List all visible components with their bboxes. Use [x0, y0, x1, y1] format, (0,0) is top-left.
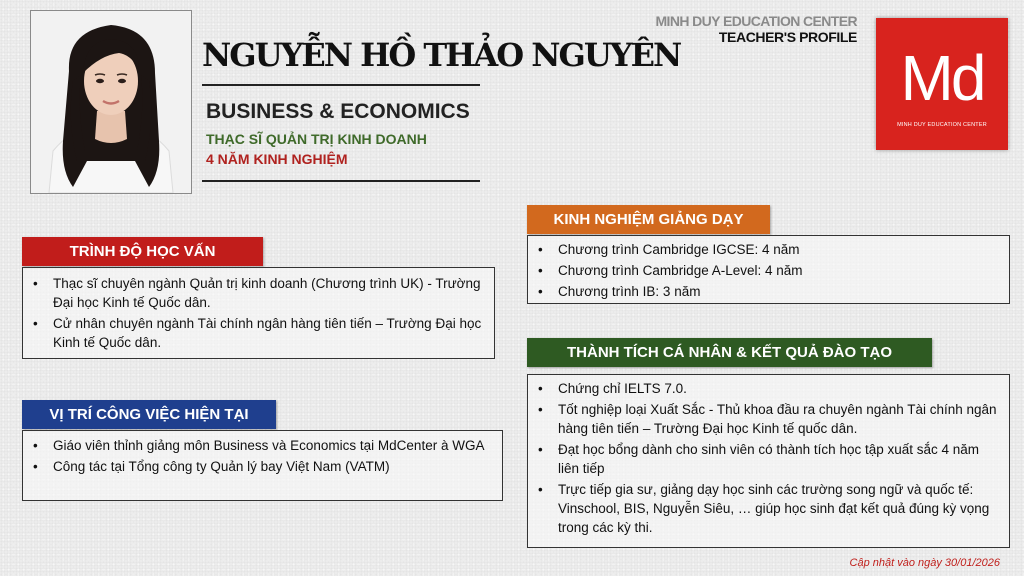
education-box [22, 267, 495, 359]
updated-date: Cập nhật vào ngày 30/01/2026 [849, 557, 1000, 569]
teacher-photo [30, 10, 192, 194]
divider-top [202, 84, 480, 86]
teacher-subject: BUSINESS & ECONOMICS [206, 100, 470, 123]
teaching-experience-item: • Chương trình Cambridge A-Level: 4 năm [528, 261, 1001, 280]
teaching-experience-item: • Chương trình Cambridge IGCSE: 4 năm [528, 240, 1001, 259]
achievement-item: • Tốt nghiệp loại Xuất Sắc - Thủ khoa đầu ra chuyên ngành Tài chính ngân hàng tiên tiến – Trường Đại học Kinh tế quốc dân. [528, 400, 1001, 438]
achievements-heading: THÀNH TÍCH CÁ NHÂN & KẾT QUẢ ĐÀO TẠO [527, 338, 932, 367]
profile-label: TEACHER'S PROFILE [718, 29, 857, 45]
current-job-item: • Giáo viên thỉnh giảng môn Business và Economics tại MdCenter à WGA [23, 436, 494, 455]
achievement-item: • Chứng chỉ IELTS 7.0. [528, 379, 1001, 398]
achievement-item: • Trực tiếp gia sư, giảng dạy học sinh các trường song ngữ và quốc tế: Vinschool, BIS, Nguyễn Siêu, … giúp học sinh đạt kết quả đúng kỳ vọng trong các kỳ thi. [528, 480, 1001, 537]
current-job-heading: VỊ TRÍ CÔNG VIỆC HIỆN TẠI [22, 400, 276, 429]
md-logo [876, 18, 1008, 150]
current-job-box [22, 430, 503, 501]
achievement-item: • Đạt học bổng dành cho sinh viên có thành tích học tập xuất sắc 4 năm liên tiếp [528, 440, 1001, 478]
portrait-image [31, 11, 191, 193]
center-name: MINH DUY EDUCATION CENTER [655, 13, 857, 29]
teaching-experience-item: • Chương trình IB: 3 năm [528, 282, 1001, 301]
divider-bottom [202, 180, 480, 182]
education-heading: TRÌNH ĐỘ HỌC VẤN [22, 237, 263, 266]
teacher-name: NGUYỄN HỒ THẢO NGUYÊN [202, 36, 681, 74]
teaching-experience-heading: KINH NGHIỆM GIẢNG DẠY [527, 205, 770, 234]
achievements-box [527, 374, 1010, 548]
education-item: • Cử nhân chuyên ngành Tài chính ngân hàng tiên tiến – Trường Đại học Kinh tế Quốc dân. [23, 314, 486, 352]
teaching-experience-box [527, 235, 1010, 304]
teacher-degree: THẠC SĨ QUẢN TRỊ KINH DOANH [206, 131, 427, 147]
logo-caption: MINH DUY EDUCATION CENTER [897, 122, 987, 128]
education-item: • Thạc sĩ chuyên ngành Quản trị kinh doanh (Chương trình UK) - Trường Đại học Kinh tế Quốc dân. [23, 274, 486, 312]
current-job-item: • Công tác tại Tổng công ty Quản lý bay Việt Nam (VATM) [23, 457, 494, 476]
teacher-experience-years: 4 NĂM KINH NGHIỆM [206, 151, 348, 167]
logo-mark: Md [900, 42, 984, 114]
